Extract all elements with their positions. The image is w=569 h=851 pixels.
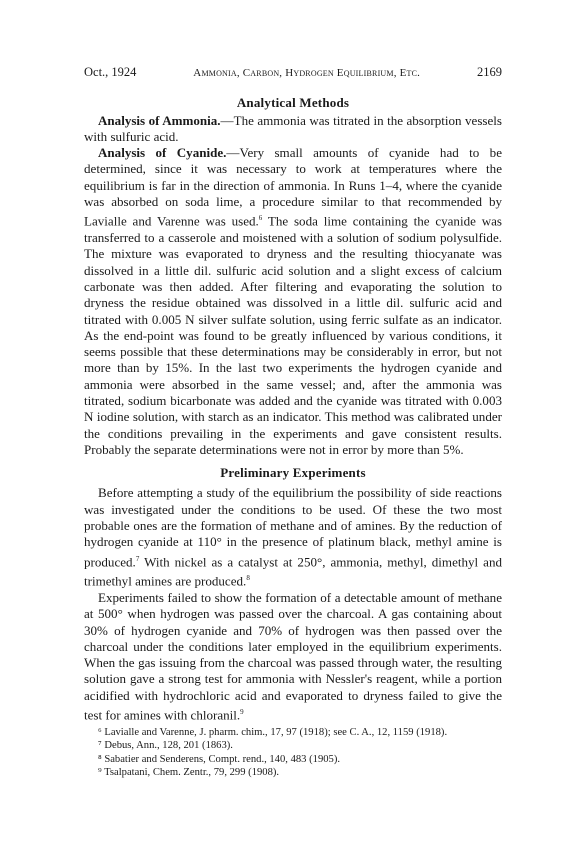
cyanide-text-b: The soda lime containing the cyanide was transferred to a casserole and moistened with a solution of sodium polysulfide. The mixture was evaporated to dryness and the resulting thiocyanate was dissolved in a little dil. sulfuric acid solution and a slight excess of calcium carbonate was then added. After filtering and evaporating the solution to dryness the residue obtained was dissolved in a little dil. sulfuric acid and titrated with 0.005 N silver sulfate solution, using ferric sulfate as an indicator. As the end-point was found to be greatly influenced by various conditions, it seems possible that these determinations may be considerably in error, but not more than by 15%. In the last two experiments the hydrogen cyanide and ammonia were absorbed in the same vessel; and, after the ammonia was titrated, sodium bicarbonate was added and the cyanide was titrated with 0.003 N iodine solution, with starch as an indicator. This method was calibrated under the conditions prevailing in the experiments and gave consistent results. Probably the separate determinations were not in error by more than 5%. <box>84 213 502 457</box>
footnote-8: ⁸ Sabatier and Senderens, Compt. rend., 140, 483 (1905). <box>98 753 341 765</box>
footnote-ref-7: 7 <box>135 554 140 563</box>
page-number: 2169 <box>476 65 502 79</box>
footnote-ref-8: 8 <box>246 574 250 583</box>
run-in-heading-cyanide: Analysis of Cyanide. <box>98 145 227 161</box>
section-heading-preliminary-experiments: Preliminary Experiments <box>220 465 366 481</box>
footnote-9: ⁹ Tsalpatani, Chem. Zentr., 79, 299 (1908). <box>98 767 280 779</box>
header-date: Oct., 1924 <box>84 65 137 79</box>
footnote-7: ⁷ Debus, Ann., 128, 201 (1863). <box>98 740 233 752</box>
running-title: Ammonia, Carbon, Hydrogen Equilibrium, Etc. <box>193 67 421 79</box>
paragraph-ammonia-analysis <box>84 113 502 146</box>
methane-text: Experiments failed to show the formation of a detectable amount of methane at 500° when hydrogen was passed over the charcoal. A gas containing about 30% of hydrogen cyanide and 70% of hydrogen was then passed over the charcoal under the conditions later employed in the equilibrium experiments. When the gas issuing from the charcoal was passed through water, the resulting solution gave a strong test for ammonia with Nessler's reagent, while a portion acidified with hydrochloric acid and evaporated to dryness failed to give the test for amines with chloranil. <box>84 589 502 723</box>
side-reactions-text-b: With nickel as a catalyst at 250°, ammonia, methyl, dimethyl and trimethyl amines are produced. <box>84 554 502 589</box>
cyanide-text-a: —Very small amounts of cyanide had to be determined, since it was necessary to work at temperatures where the equilibrium is far in the direction of ammonia. In Runs 1–4, where the cyanide was absorbed on soda lime, a procedure similar to that recommended by Lavialle and Varenne was used. <box>84 145 502 229</box>
paragraph-cyanide-analysis <box>84 145 502 458</box>
ammonia-text: —The ammonia was titrated in the absorption vessels with sulfuric acid. <box>84 112 502 144</box>
footnotes <box>84 726 502 780</box>
page-header <box>84 64 502 81</box>
section-heading-analytical-methods: Analytical Methods <box>236 95 350 111</box>
footnote-6: ⁶ Lavialle and Varenne, J. pharm. chim., 17, 97 (1918); see C. A., 12, 1159 (1918). <box>98 726 448 738</box>
footnote-ref-6: 6 <box>258 214 263 223</box>
page <box>84 64 502 780</box>
side-reactions-text-a: Before attempting a study of the equilibrium the possibility of side reactions was investigated under the conditions to be used. Of these the two most probable ones are the formation of methane and of amines. By the reduction of hydrogen cyanide at 110° in the presence of platinum black, methyl amine is produced. <box>84 485 502 569</box>
run-in-heading-ammonia: Analysis of Ammonia. <box>98 112 221 128</box>
paragraph-side-reactions <box>84 485 502 589</box>
footnote-ref-9: 9 <box>240 708 244 717</box>
paragraph-methane-experiments <box>84 590 502 724</box>
